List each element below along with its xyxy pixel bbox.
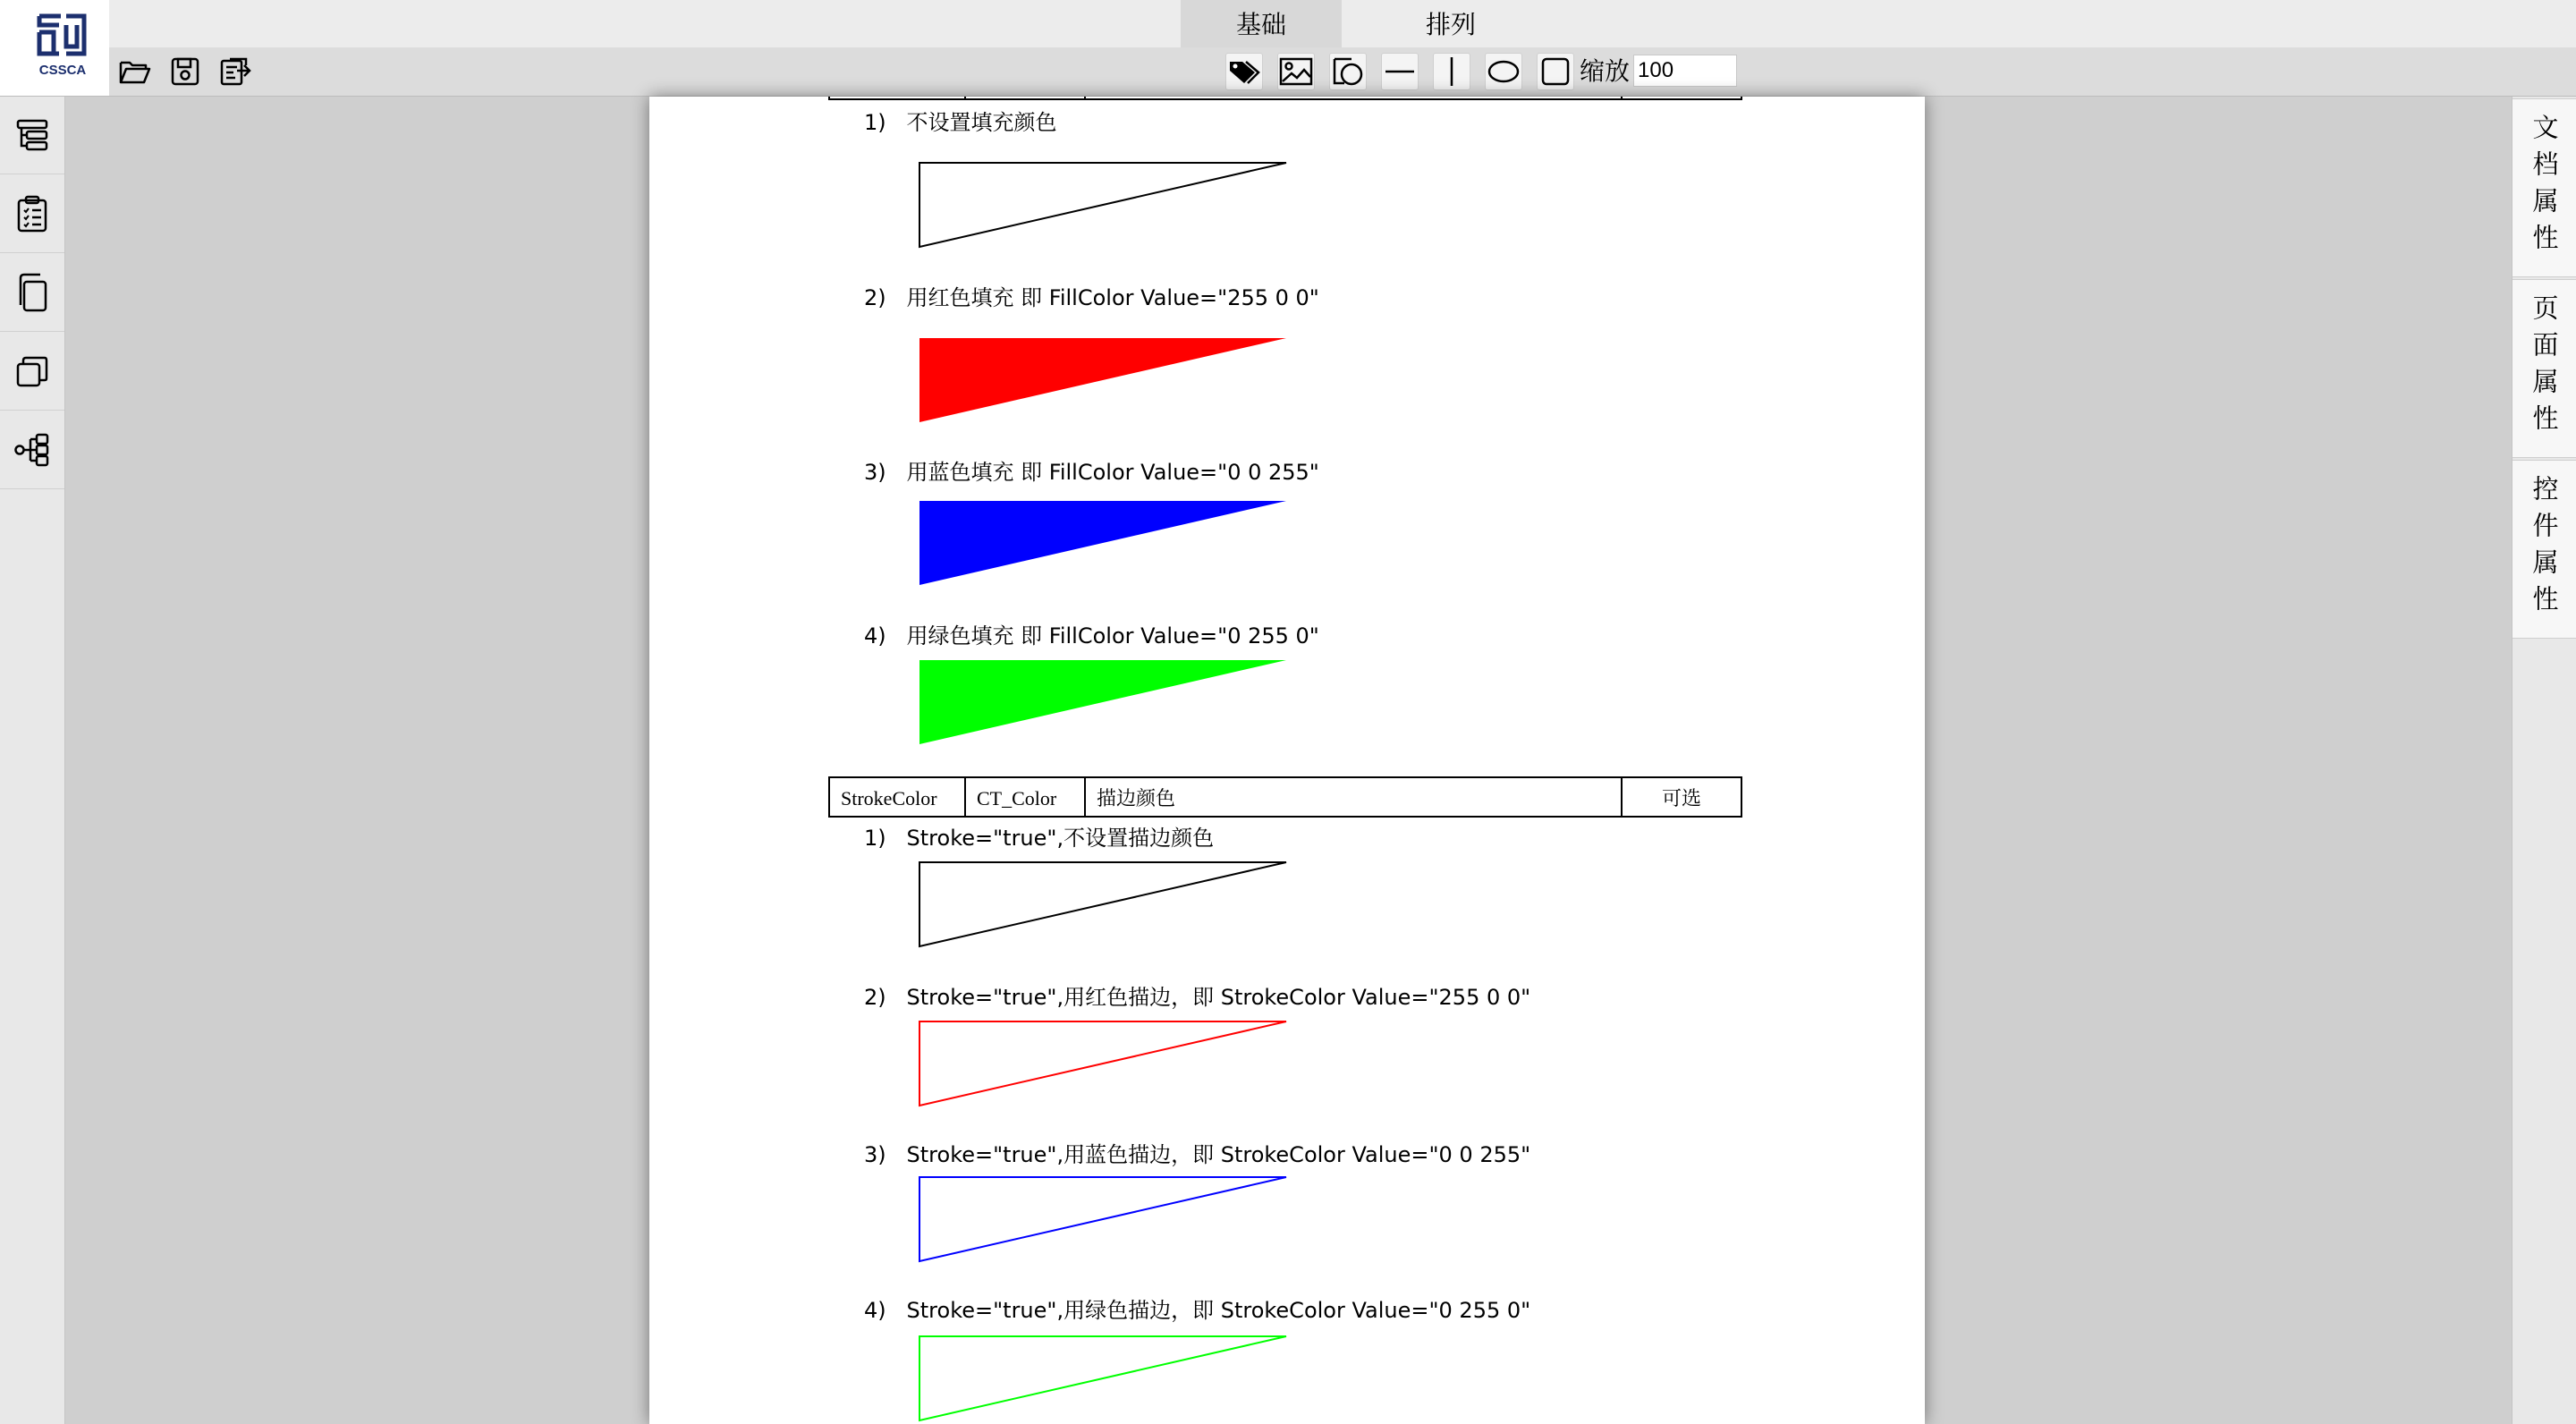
item-text: 用红色填充 即 FillColor Value="255 0 0"	[906, 285, 1319, 310]
tab-control-properties[interactable]	[2512, 460, 2576, 639]
item-text: 用蓝色填充 即 FillColor Value="0 0 255"	[906, 460, 1319, 485]
cell-option: 可选	[1661, 787, 1701, 809]
tab-page-properties-label: 页面属性	[2529, 294, 2560, 441]
item-number: 2)	[864, 285, 886, 310]
table-row-edge	[828, 97, 1742, 100]
list-item	[864, 1297, 1530, 1324]
list-item	[864, 459, 1319, 486]
document-page	[649, 97, 1925, 1424]
item-number: 1)	[864, 826, 886, 851]
item-number: 3)	[864, 1142, 886, 1167]
item-text: Stroke="true",不设置描边颜色	[906, 826, 1215, 851]
logo-text: CSSCA	[38, 63, 87, 78]
triangle-green-stroke	[918, 1335, 1293, 1424]
item-number: 1)	[864, 110, 886, 135]
tab-document-properties-label: 文档属性	[2529, 114, 2560, 260]
tag-icon[interactable]	[1225, 53, 1263, 90]
cell-description: 描边颜色	[1086, 778, 1623, 816]
table-row	[828, 776, 1742, 818]
logo-mark-icon	[36, 13, 88, 57]
hierarchy-icon[interactable]	[0, 411, 64, 489]
right-sidebar	[2512, 97, 2576, 1424]
triangle-green-fill	[918, 658, 1293, 748]
triangle-black-stroke	[918, 860, 1293, 950]
cell-name: StrokeColor	[830, 778, 966, 816]
triangle-blue-stroke	[918, 1175, 1293, 1265]
item-number: 4)	[864, 623, 886, 648]
tab-basic[interactable]: 基础	[1181, 0, 1342, 47]
toolbar	[109, 47, 2576, 96]
item-text: Stroke="true",用蓝色描边，即 StrokeColor Value="0 0 255"	[906, 1142, 1531, 1167]
outline-tree-icon[interactable]	[0, 97, 64, 174]
horizontal-line-icon[interactable]	[1381, 53, 1419, 90]
tab-control-properties-label: 控件属性	[2529, 475, 2560, 622]
export-icon[interactable]	[216, 53, 254, 90]
zoom-label: 缩放	[1580, 56, 1631, 86]
item-number: 3)	[864, 460, 886, 485]
item-text: Stroke="true",用红色描边，即 StrokeColor Value="255 0 0"	[906, 985, 1531, 1010]
ellipse-icon[interactable]	[1485, 53, 1522, 90]
item-number: 2)	[864, 985, 886, 1010]
item-number: 4)	[864, 1298, 886, 1323]
tab-document-properties[interactable]	[2512, 98, 2576, 277]
folder-open-icon[interactable]	[116, 53, 154, 90]
app-logo	[0, 0, 109, 96]
shapes-icon[interactable]	[1329, 53, 1367, 90]
zoom-input[interactable]: 100	[1633, 55, 1737, 87]
list-item	[864, 623, 1319, 649]
left-sidebar	[0, 97, 65, 1424]
triangle-red-stroke	[918, 1020, 1293, 1109]
item-text: Stroke="true",用绿色描边，即 StrokeColor Value="0 255 0"	[906, 1298, 1531, 1323]
triangle-blue-fill	[918, 499, 1293, 589]
list-item	[864, 284, 1319, 311]
ribbon-tabs	[109, 0, 2576, 47]
list-item	[864, 984, 1530, 1011]
list-item	[864, 109, 1057, 136]
save-icon[interactable]	[166, 53, 204, 90]
rectangle-icon[interactable]	[1537, 53, 1574, 90]
triangle-no-fill	[918, 161, 1293, 250]
list-item	[864, 825, 1214, 852]
vertical-line-icon[interactable]	[1433, 53, 1470, 90]
tab-arrange[interactable]: 排列	[1425, 10, 1476, 39]
item-text: 用绿色填充 即 FillColor Value="0 255 0"	[906, 623, 1319, 648]
triangle-red-fill	[918, 336, 1293, 426]
image-icon[interactable]	[1277, 53, 1315, 90]
top-bar	[0, 0, 2576, 97]
tab-page-properties[interactable]	[2512, 279, 2576, 458]
pages-copy-icon[interactable]	[0, 254, 64, 332]
list-item	[864, 1141, 1530, 1168]
layers-icon[interactable]	[0, 333, 64, 411]
cell-type: CT_Color	[966, 778, 1086, 816]
item-text: 不设置填充颜色	[906, 110, 1057, 135]
clipboard-list-icon[interactable]	[0, 175, 64, 253]
